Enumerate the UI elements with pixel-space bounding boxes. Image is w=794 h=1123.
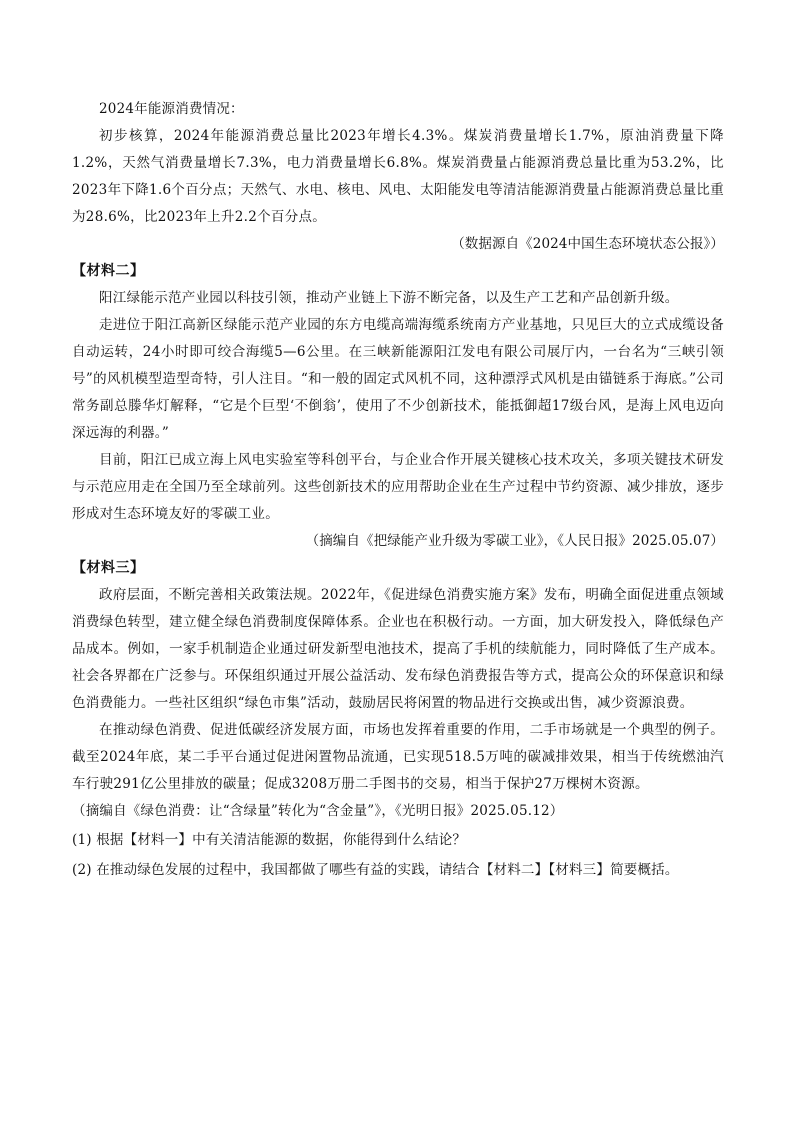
document-page — [72, 96, 724, 885]
material-two-paragraph-2: 走进位于阳江高新区绿能示范产业园的东方电缆高端海缆系统南方产业基地，只见巨大的立式成缆设备自动运转，24小时即可绞合海缆5—6公里。在三峡新能源阳江发电有限公司展厅内，一台名为“三峡引领号”的风机模型造型奇特，引人注目。“和一般的固定式风机不同，这种漂浮式风机是由锚链系于海底。”公司常务副总滕华灯解释，“它是个巨型‘不倒翁’，使用了不少创新技术，能抵御超17级台风，是海上风电迈向深远海的利器。” — [72, 317, 724, 441]
material-two-heading: 【材料二】 — [72, 263, 145, 279]
material-three-paragraph-1: 政府层面，不断完善相关政策法规。2022年，《促进绿色消费实施方案》发布，明确全面促进重点领域消费绿色转型，建立健全绿色消费制度保障体系。企业也在积极行动。一方面，加大研发投入，降低绿色产品成本。例如，一家手机制造企业通过研发新型电池技术，提高了手机的续航能力，同时降低了生产成本。社会各界都在广泛参与。环保组织通过开展公益活动、发布绿色消费报告等方式，提高公众的环保意识和绿色消费能力。一些社区组织“绿色市集”活动，鼓励居民将闲置的物品进行交换或出售，减少资源浪费。 — [72, 587, 724, 711]
material-two-paragraph-1: 阳江绿能示范产业园以科技引领，推动产业链上下游不断完备，以及生产工艺和产品创新升级。 — [99, 290, 679, 306]
material-three-source: （摘编自《绿色消费：让“含绿量”转化为“含金量”》，《光明日报》2025.05.12） — [72, 803, 564, 819]
material-two-paragraph-3: 目前，阳江已成立海上风电实验室等科创平台，与企业合作开展关键核心技术攻关，多项关键技术研发与示范应用走在全国乃至全球前列。这些创新技术的应用帮助企业在生产过程中节约资源、减少排放，逐步形成对生态环境友好的零碳工业。 — [72, 452, 724, 522]
material-one-title: 2024年能源消费情况： — [99, 101, 244, 117]
material-three-heading: 【材料三】 — [72, 560, 145, 576]
material-one-source: （数据源自《2024中国生态环境状态公报》） — [451, 236, 724, 252]
material-one-paragraph: 初步核算，2024年能源消费总量比2023年增长4.3%。煤炭消费量增长1.7%，原油消费量下降1.2%，天然气消费量增长7.3%，电力消费量增长6.8%。煤炭消费量占能源消费总量比重为53.2%，比2023年下降1.6个百分点；天然气、水电、核电、风电、太阳能发电等清洁能源消费量占能源消费总量比重为28.6%，比2023年上升2.2个百分点。 — [72, 128, 724, 225]
question-2: (2) 在推动绿色发展的过程中，我国都做了哪些有益的实践，请结合【材料二】【材料三】简要概括。 — [72, 862, 679, 878]
material-two-source: （摘编自《把绿能产业升级为零碳工业》，《人民日报》2025.05.07） — [305, 533, 724, 549]
question-1: (1) 根据【材料一】中有关清洁能源的数据，你能得到什么结论？ — [72, 832, 467, 848]
material-three-paragraph-2: 在推动绿色消费、促进低碳经济发展方面，市场也发挥着重要的作用，二手市场就是一个典型的例子。截至2024年底，某二手平台通过促进闲置物品流通，已实现518.5万吨的碳减排效果，相当于传统燃油汽车行驶291亿公里排放的碳量；促成3208万册二手图书的交易，相当于保护27万棵树木资源。 — [72, 722, 724, 792]
